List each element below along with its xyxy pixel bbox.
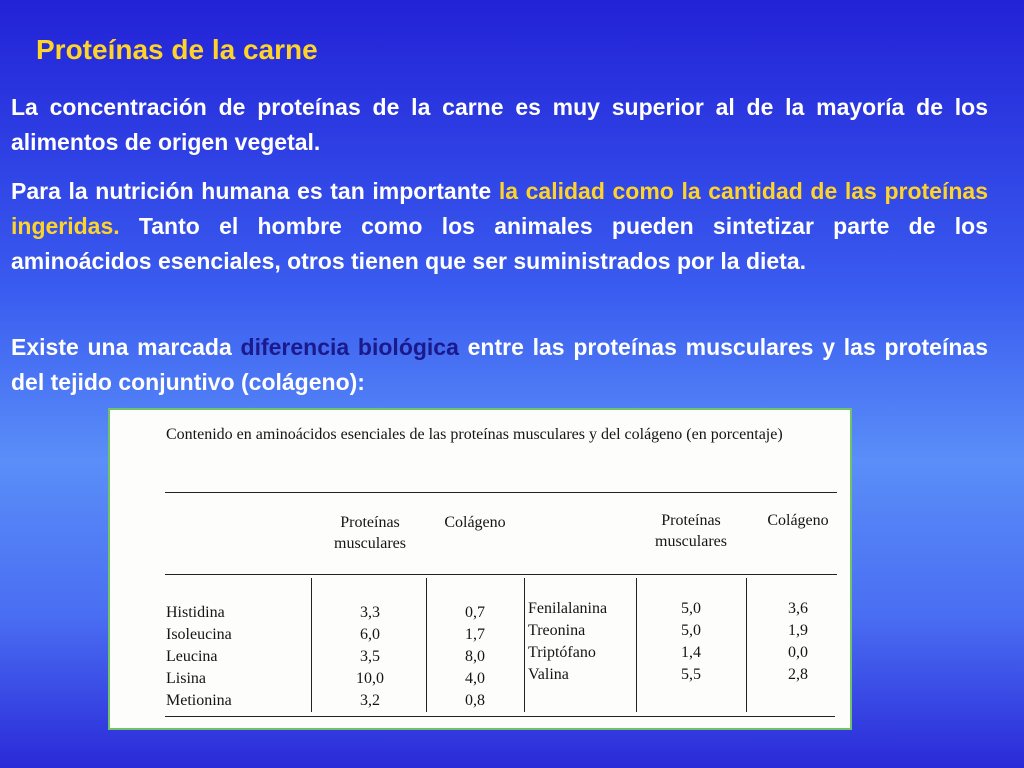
table-caption: Contenido en aminoácidos esenciales de las proteínas musculares y del colágeno (en porcentaje) [166,426,783,443]
slide-title: Proteínas de la carne [36,34,318,65]
paragraph-protein-concentration: La concentración de proteínas de la carne es muy superior al de la mayoría de los alimentos de origen vegetal. [11,94,988,155]
muscular-value: 5,0 [681,622,701,639]
biological-difference-highlight: diferencia biológica [240,334,459,360]
amino-acid-names-left [166,602,232,712]
muscular-value: 1,4 [681,644,701,661]
amino-acid-name: Triptófano [528,644,596,661]
collagen-value: 0,8 [465,692,485,709]
amino-acid-name: Valina [528,666,569,683]
collagen-values-right [750,598,846,686]
muscular-value: 3,3 [360,604,380,621]
table-column-divider [636,578,637,712]
table-column-divider [746,578,747,712]
muscular-values-right [640,598,742,686]
collagen-value: 0,7 [465,604,485,621]
table-divider-bottom [165,716,835,717]
muscular-value: 3,2 [360,692,380,709]
collagen-value: 2,8 [788,666,808,683]
muscular-value: 3,5 [360,648,380,665]
amino-acid-name: Lisina [166,670,206,687]
collagen-value: 4,0 [465,670,485,687]
muscular-value: 5,0 [681,600,701,617]
amino-acid-name: Isoleucina [166,626,232,643]
header-collagen-left: Colágeno [444,514,506,531]
collagen-value: 3,6 [788,600,808,617]
paragraph-biological-difference [11,330,988,400]
collagen-value: 0,0 [788,644,808,661]
muscular-values-left [318,602,422,712]
muscular-value: 10,0 [356,670,384,687]
header-muscular-left: Proteínas musculares [334,514,406,552]
muscular-value: 6,0 [360,626,380,643]
paragraph-protein-quality [11,174,988,279]
table-column-divider [426,578,427,712]
quality-quantity-highlight: la calidad como la cantidad de las proteínas ingeridas. [11,178,988,239]
table-divider-header [165,574,837,575]
collagen-value: 1,7 [465,626,485,643]
paragraph2-end-text: Tanto el hombre como los animales pueden sintetizar parte de los aminoácidos esenciales, otros tienen que ser suministrados por la dieta. [11,213,988,274]
header-collagen-right: Colágeno [767,512,829,529]
amino-acid-name: Treonina [528,622,586,639]
table-column-divider [311,578,312,712]
amino-acid-table [108,408,852,730]
collagen-value: 1,9 [788,622,808,639]
amino-acid-name: Fenilalanina [528,600,608,617]
paragraph2-start-text: Para la nutrición humana es tan importante [11,178,499,204]
collagen-value: 8,0 [465,648,485,665]
table-divider-top [165,492,837,493]
amino-acid-name: Histidina [166,604,225,621]
amino-acid-name: Leucina [166,648,218,665]
paragraph3-end-text: entre las proteínas musculares y las proteínas del tejido conjuntivo (colágeno): [11,334,988,395]
header-muscular-right: Proteínas musculares [655,512,727,550]
paragraph3-start-text: Existe una marcada [11,334,241,360]
collagen-values-left [430,602,520,712]
muscular-value: 5,5 [681,666,701,683]
amino-acid-names-right [528,598,607,686]
table-column-divider [524,578,525,712]
amino-acid-name: Metionina [166,692,232,709]
